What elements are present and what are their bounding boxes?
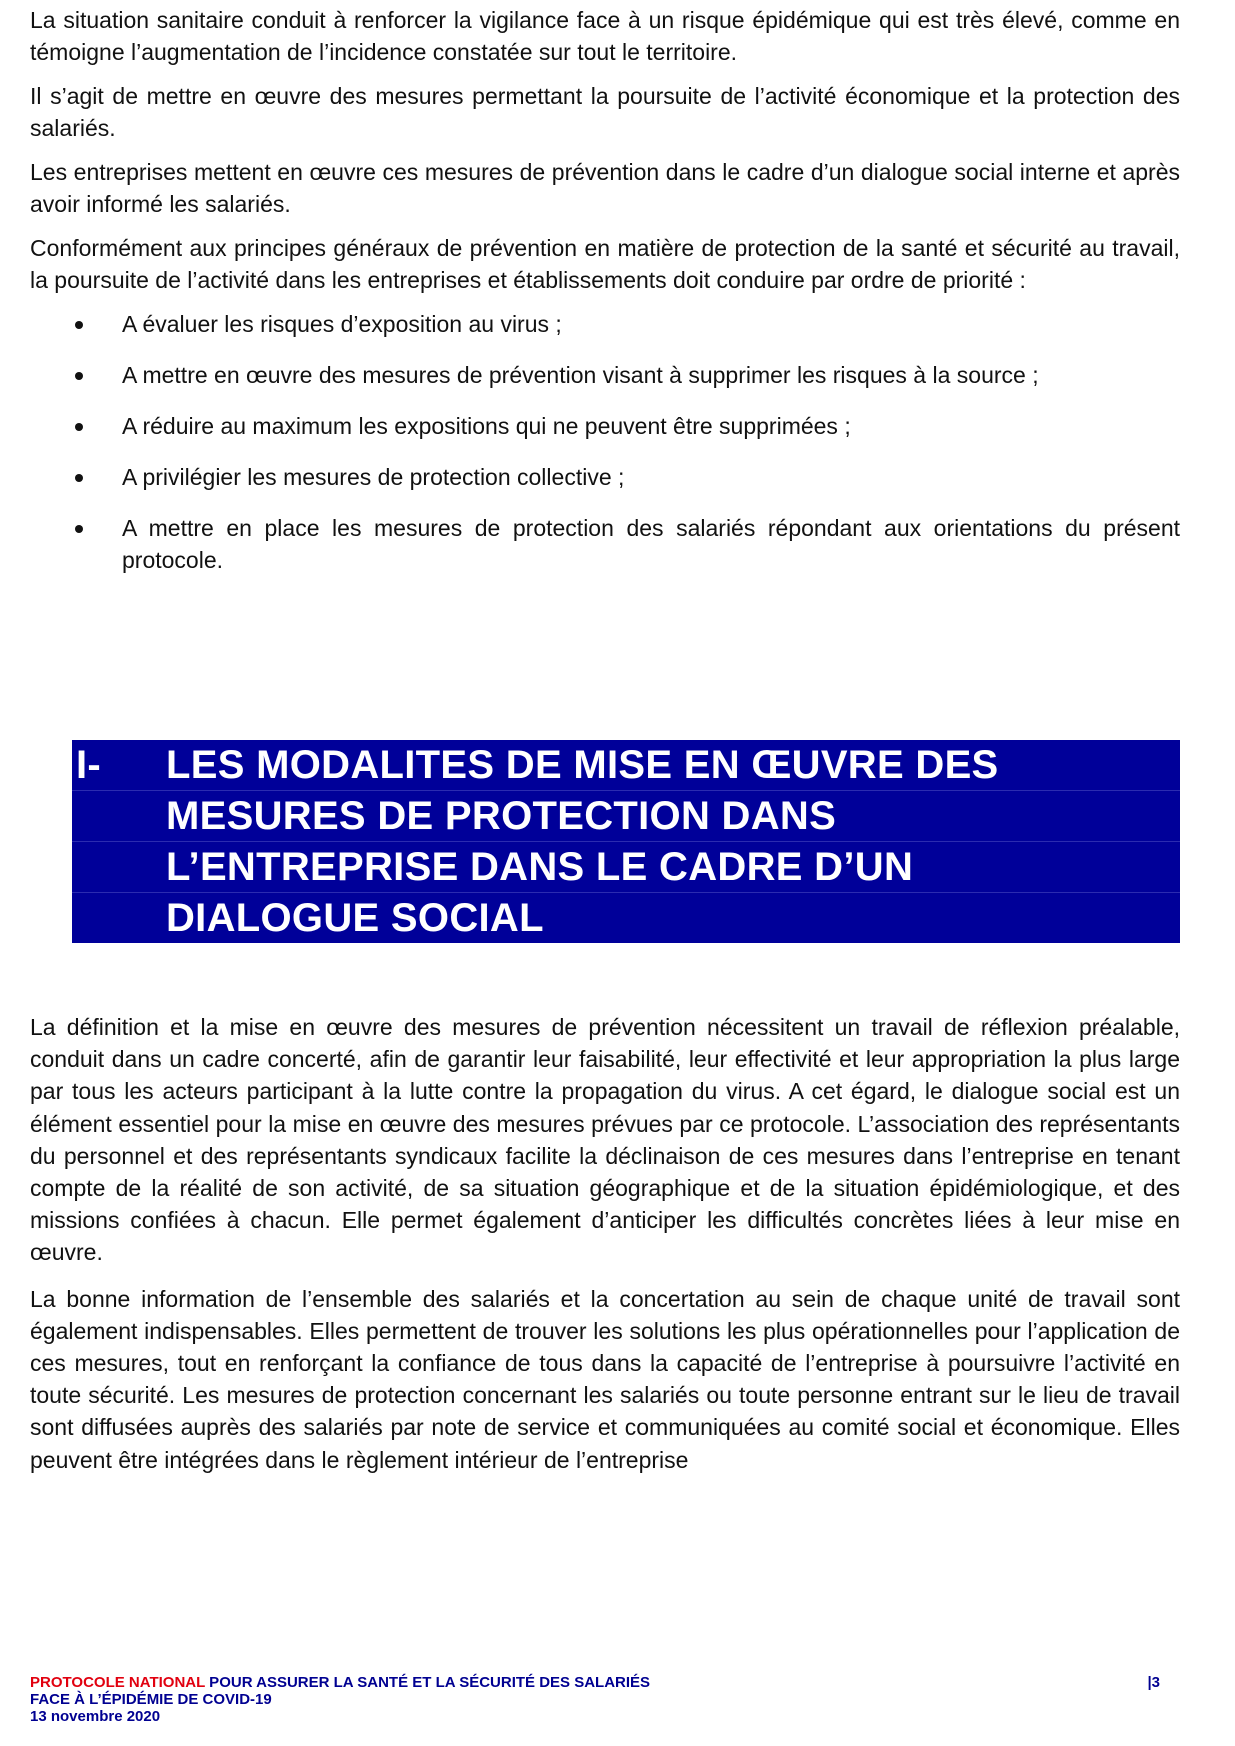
footer-title-red: PROTOCOLE NATIONAL (30, 1674, 206, 1691)
intro-paragraph: Les entreprises mettent en œuvre ces mesures de prévention dans le cadre d’un dialogue social interne et après avoir informé les salariés. (30, 159, 1180, 217)
heading-line (72, 791, 1180, 842)
footer-subtitle: FACE À L’ÉPIDÉMIE DE COVID-19 (30, 1691, 272, 1708)
list-item (30, 410, 1180, 442)
heading-line (72, 842, 1180, 893)
priority-list (30, 308, 1180, 576)
list-item-text: A évaluer les risques d’exposition au virus ; (122, 311, 562, 337)
footer-date: 13 novembre 2020 (30, 1708, 161, 1725)
section-body (30, 1011, 1180, 1490)
heading-line (72, 740, 1180, 791)
section-paragraph: La définition et la mise en œuvre des mesures de prévention nécessitent un travail de réflexion préalable, conduit dans un cadre concerté, afin de garantir leur faisabilité, leur effectivité et leur appropriation la plus large par tous les acteurs participant à la lutte contre la propagation du virus. A cet égard, le dialogue social est un élément essentiel pour la mise en œuvre des mesures prévues par ce protocole. L’association des représentants du personnel et des représentants syndicaux facilite la déclinaison de ces mesures dans l’entreprise en tenant compte de la réalité de son activité, de sa situation géographique et de la situation épidémiologique, et des missions confiées à chacun. Elle permet également d’anticiper les difficultés concrètes liées à leur mise en œuvre. (30, 1014, 1180, 1266)
section-number: I- (76, 743, 102, 787)
page-number: |3 (1147, 1674, 1160, 1691)
page-footer (30, 1674, 1160, 1725)
section-paragraph: La bonne information de l’ensemble des salariés et la concertation au sein de chaque unité de travail sont également indispensables. Elles permettent de trouver les solutions les plus opérationnelles pour l’application de ces mesures, tout en renforçant la confiance de tous dans la capacité de l’entreprise à poursuivre l’activité en toute sécurité. Les mesures de protection concernant les salariés ou toute personne entrant sur le lieu de travail sont diffusées auprès des salariés par note de service et communiquées au comité social et économique. Elles peuvent être intégrées dans le règlement intérieur de l’entreprise (30, 1285, 1180, 1473)
bullet-icon (75, 372, 83, 380)
list-item (30, 359, 1180, 391)
intro-section (30, 4, 1180, 595)
intro-paragraph: La situation sanitaire conduit à renforcer la vigilance face à un risque épidémique qui est très élevé, comme en témoigne l’augmentation de l’incidence constatée sur tout le territoire. (30, 7, 1180, 65)
bullet-icon (75, 525, 83, 533)
footer-title-blue: POUR ASSURER LA SANTÉ ET LA SÉCURITÉ DES SALARIÉS (205, 1674, 651, 1691)
heading-line (72, 893, 1180, 943)
list-item-text: A réduire au maximum les expositions qui ne peuvent être supprimées ; (122, 413, 851, 439)
section-heading (72, 740, 1180, 943)
heading-text: LES MODALITES DE MISE EN ŒUVRE DES (166, 743, 999, 787)
list-item-text: A privilégier les mesures de protection collective ; (122, 464, 625, 490)
footer-title (30, 1674, 1160, 1691)
list-item-text: A mettre en œuvre des mesures de prévention visant à supprimer les risques à la source ; (122, 362, 1039, 388)
bullet-icon (75, 321, 83, 329)
bullet-icon (75, 474, 83, 482)
intro-paragraph: Il s’agit de mettre en œuvre des mesures permettant la poursuite de l’activité économique et la protection des salariés. (30, 83, 1180, 141)
heading-text: MESURES DE PROTECTION DANS (166, 794, 837, 838)
intro-paragraph: Conformément aux principes généraux de prévention en matière de protection de la santé et sécurité au travail, la poursuite de l’activité dans les entreprises et établissements doit conduire par ordre de priorité : (30, 235, 1180, 293)
list-item-text: A mettre en place les mesures de protection des salariés répondant aux orientations du présent protocole. (122, 515, 1180, 573)
list-item (30, 512, 1180, 576)
list-item (30, 461, 1180, 493)
heading-text: L’ENTREPRISE DANS LE CADRE D’UN (166, 845, 914, 889)
heading-text: DIALOGUE SOCIAL (166, 896, 544, 940)
list-item (30, 308, 1180, 340)
bullet-icon (75, 423, 83, 431)
